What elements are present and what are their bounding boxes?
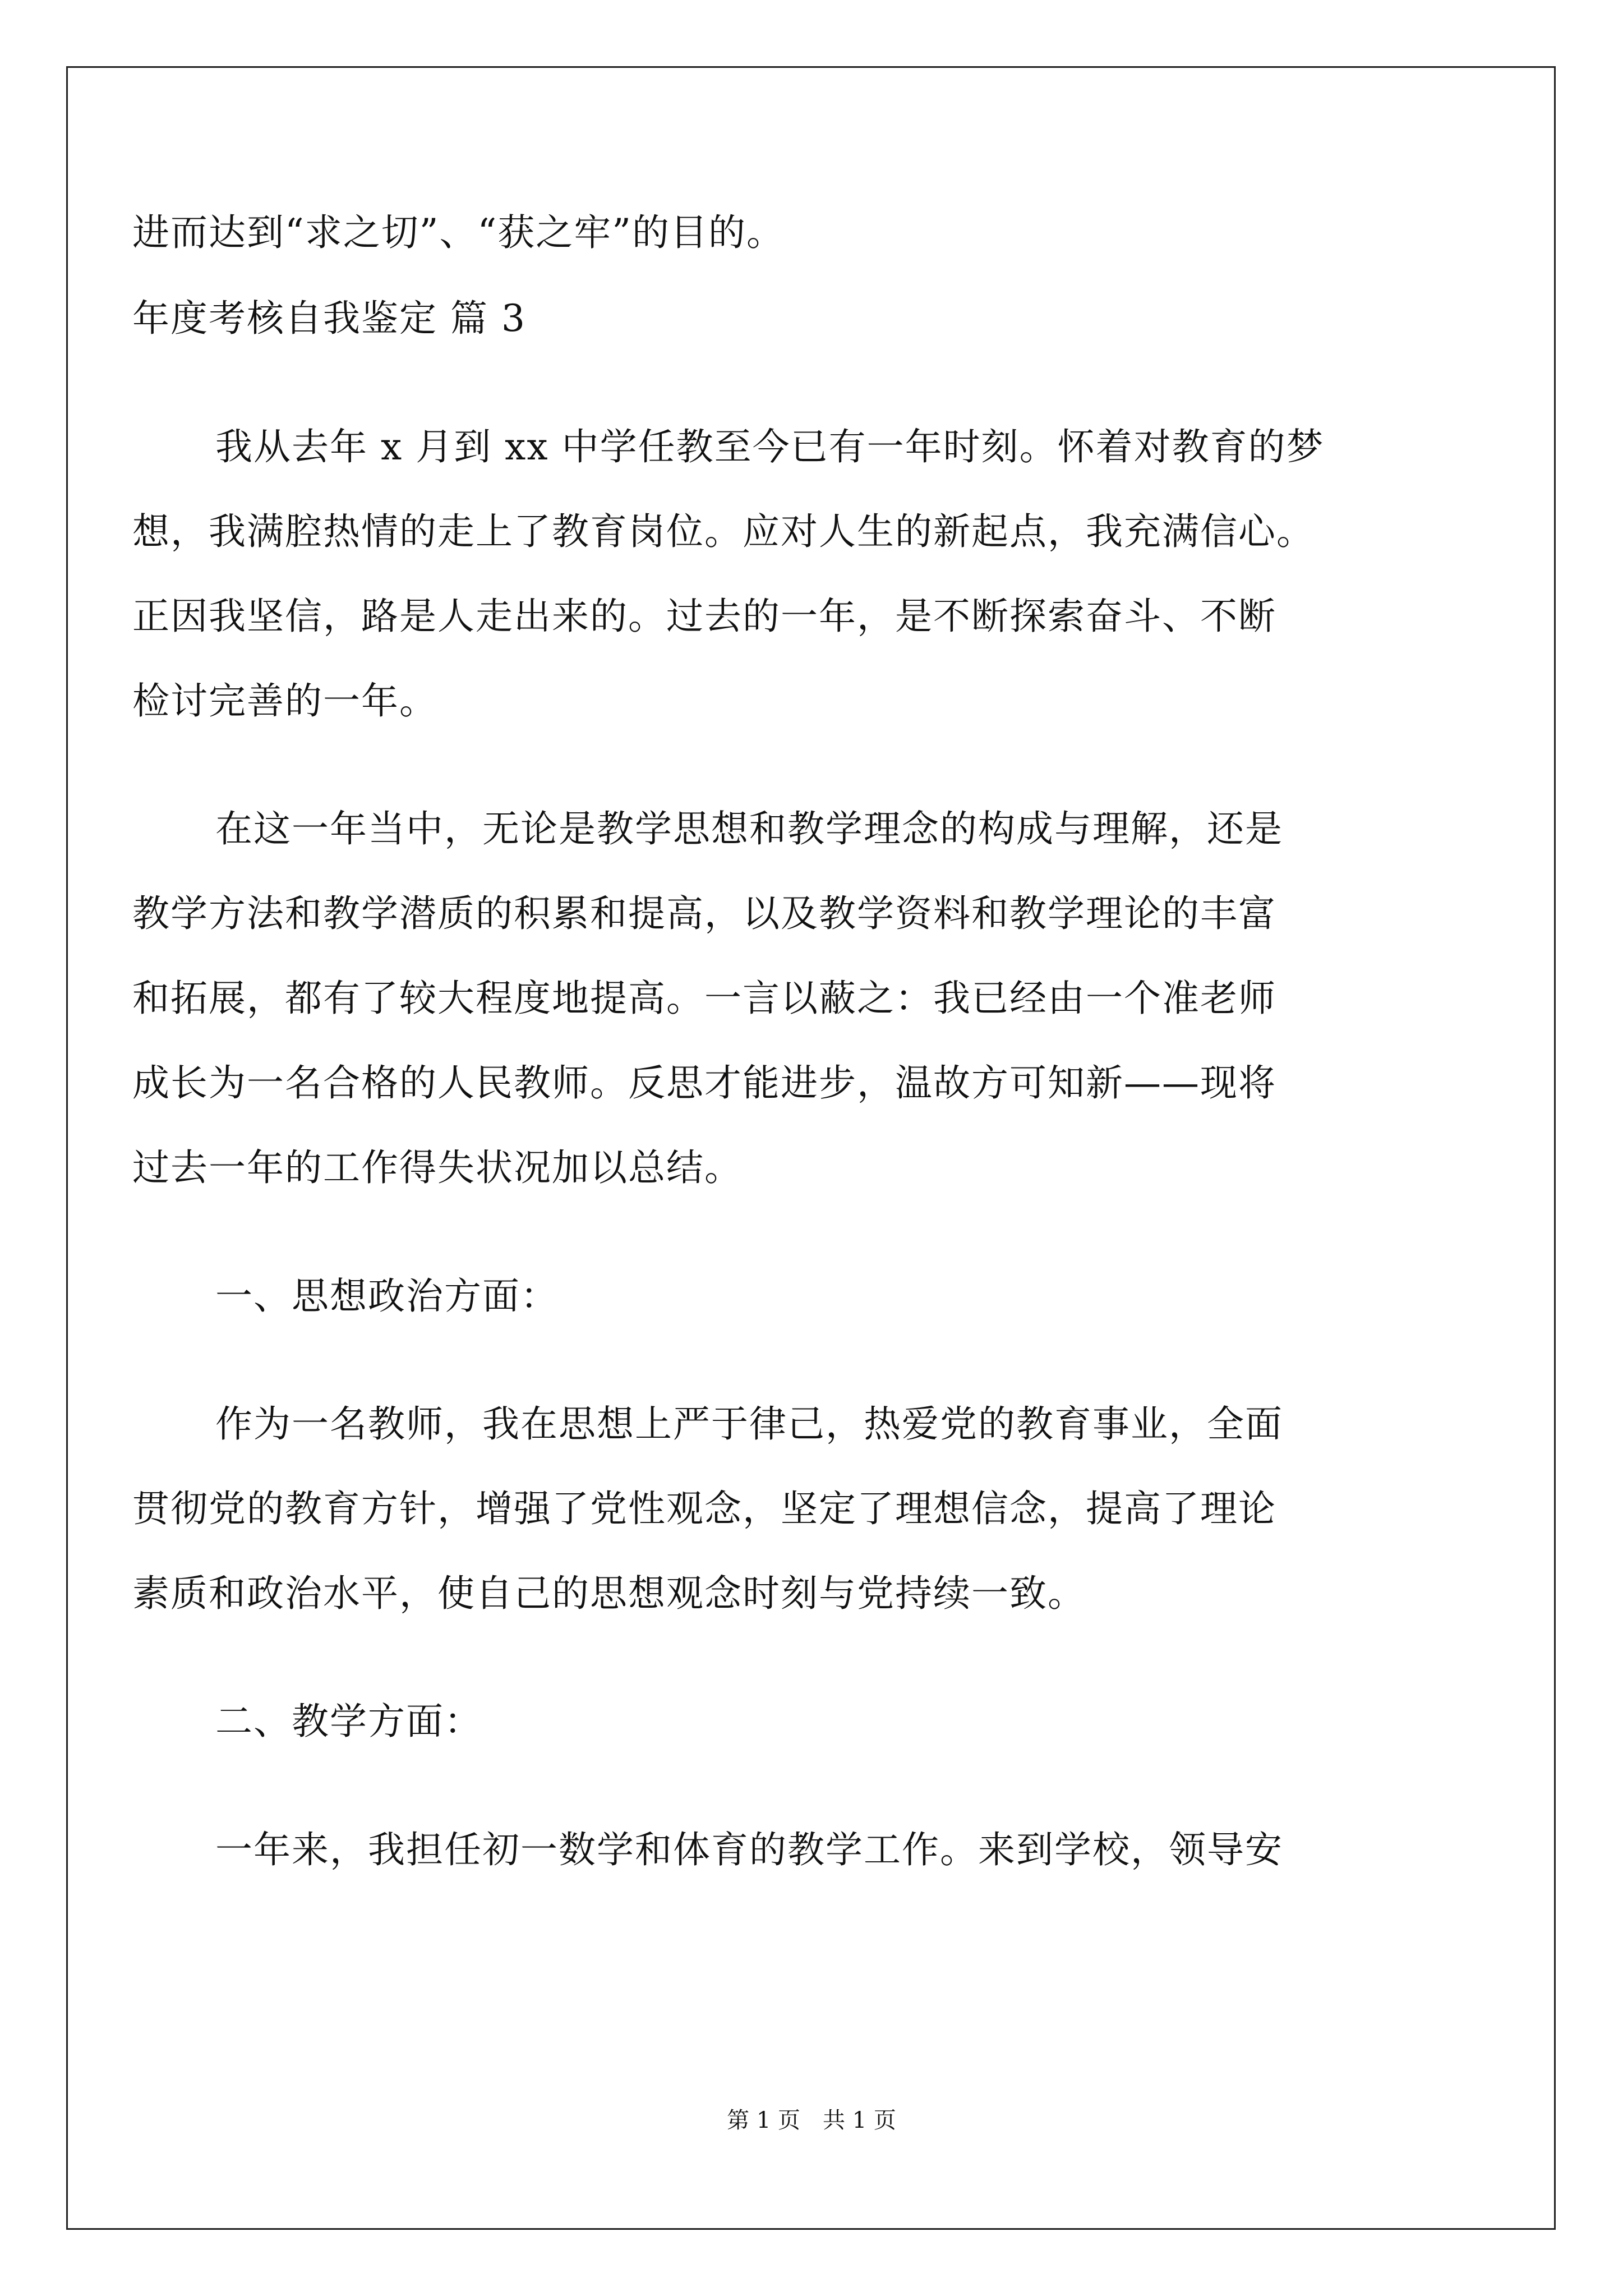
body-line: 正因我坚信，路是人走出来的。过去的一年，是不断探索奋斗、不断 [132, 595, 1276, 638]
body-line: 素质和政治水平，使自己的思想观念时刻与党持续一致。 [132, 1572, 1086, 1615]
body-line: 想，我满腔热情的走上了教育岗位。应对人生的新起点，我充满信心。 [132, 510, 1315, 553]
body-line: 进而达到“求之切”、“获之牢”的目的。 [132, 211, 785, 254]
page-footer: 第 1 页 共 1 页 [727, 2108, 896, 2133]
paragraph-first-line: 在这一年当中，无论是教学思想和教学理念的构成与理解，还是 [215, 807, 1283, 850]
paragraph-first-line: 一年来，我担任初一数学和体育的教学工作。来到学校，领导安 [215, 1828, 1283, 1871]
subsection-heading: 一、思想政治方面： [215, 1274, 559, 1318]
body-line: 教学方法和教学潜质的积累和提高，以及教学资料和教学理论的丰富 [132, 892, 1276, 935]
body-line: 成长为一名合格的人民教师。反思才能进步，温故方可知新——现将 [132, 1061, 1276, 1105]
section-heading: 年度考核自我鉴定 篇 3 [132, 297, 526, 340]
body-line: 贯彻党的教育方针，增强了党性观念，坚定了理想信念，提高了理论 [132, 1487, 1276, 1530]
body-line: 和拓展，都有了较大程度地提高。一言以蔽之：我已经由一个准老师 [132, 977, 1276, 1020]
paragraph-first-line: 我从去年 x 月到 xx 中学任教至今已有一年时刻。怀着对教育的梦 [215, 425, 1325, 468]
body-line: 检讨完善的一年。 [132, 679, 437, 723]
body-line: 过去一年的工作得失状况加以总结。 [132, 1146, 743, 1189]
paragraph-first-line: 作为一名教师，我在思想上严于律己，热爱党的教育事业，全面 [215, 1402, 1283, 1446]
subsection-heading: 二、教学方面： [215, 1700, 482, 1743]
